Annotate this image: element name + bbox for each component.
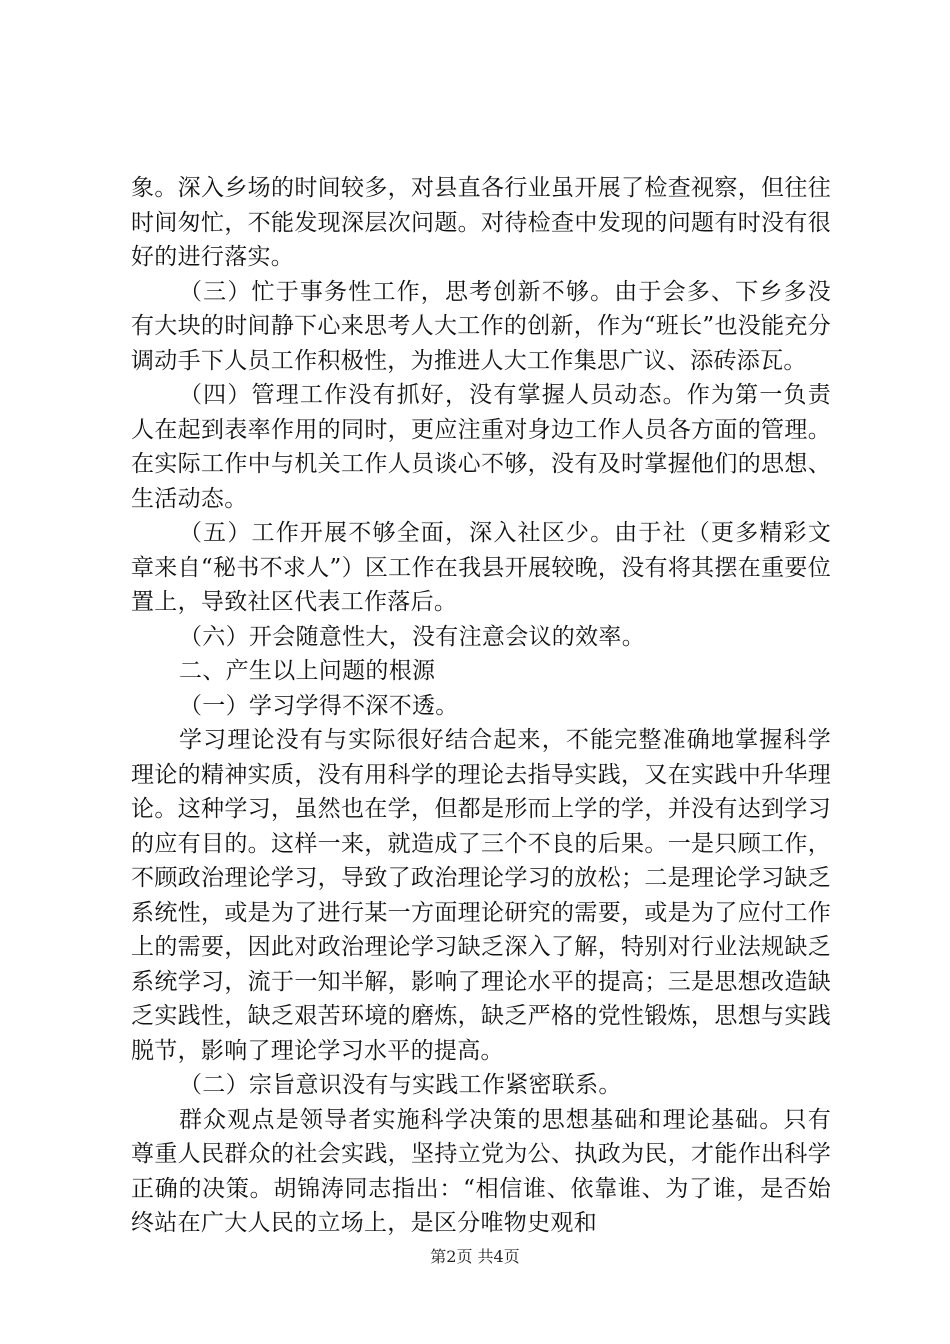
heading-root-causes: 二、产生以上问题的根源 [179, 658, 436, 684]
paragraph-section-6: （六）开会随意性大，没有注意会议的效率。 [179, 623, 645, 650]
paragraph-study-detail: 学习理论没有与实际很好结合起来，不能完整准确地掌握科学理论的精神实质，没有用科学的理论去指导实践，又在实践中升华理论。这种学习，虽然也在学，但都是形而上学的学，并没有达到学习的应有目的。这样一来，就造成了三个不良的后果。一是只顾工作，不顾政治理论学习，导致了政治理论学习的放松；二是理论学习缺乏系统性，或是为了进行某一方面理论研究的需要，或是为了应付工作上的需要，因此对政治理论学习缺乏深入了解，特别对行业法规缺乏系统学习，流于一知半解，影响了理论水平的提高；三是思想改造缺乏实践性，缺乏艰苦环境的磨炼，缺乏严格的党性锻炼，思想与实践脱节，影响了理论学习水平的提高。 [131, 727, 831, 1064]
document-body [131, 171, 831, 1241]
paragraph-continuation: 象。深入乡场的时间较多，对县直各行业虽开展了检查视察，但往往时间匆忙，不能发现深层次问题。对待检查中发现的问题有时没有很好的进行落实。 [131, 175, 831, 270]
paragraph-purpose-detail: 群众观点是领导者实施科学决策的思想基础和理论基础。只有尊重人民群众的社会实践，坚持立党为公、执政为民，才能作出科学正确的决策。胡锦涛同志指出：“相信谁、依靠谁、为了谁，是否始终站在广大人民的立场上，是区分唯物史观和 [131, 1106, 831, 1236]
paragraph-section-5: （五）工作开展不够全面，深入社区少。由于社（更多精彩文章来自“秘书不求人”）区工作在我县开展较晚，没有将其摆在重要位置上，导致社区代表工作落后。 [131, 520, 831, 615]
paragraph-section-4: （四）管理工作没有抓好，没有掌握人员动态。作为第一负责人在起到表率作用的同时，更应注重对身边工作人员各方面的管理。在实际工作中与机关工作人员谈心不够，没有及时掌握他们的思想、生活动态。 [131, 382, 831, 512]
subheading-study: （一）学习学得不深不透。 [179, 692, 459, 719]
paragraph-section-3: （三）忙于事务性工作，思考创新不够。由于会多、下乡多没有大块的时间静下心来思考人大工作的创新，作为“班长”也没能充分调动手下人员工作积极性，为推进人大工作集思广议、添砖添瓦。 [131, 278, 831, 374]
subheading-purpose: （二）宗旨意识没有与实践工作紧密联系。 [179, 1072, 622, 1098]
page-number-footer: 第2页 共4页 [430, 1247, 520, 1266]
